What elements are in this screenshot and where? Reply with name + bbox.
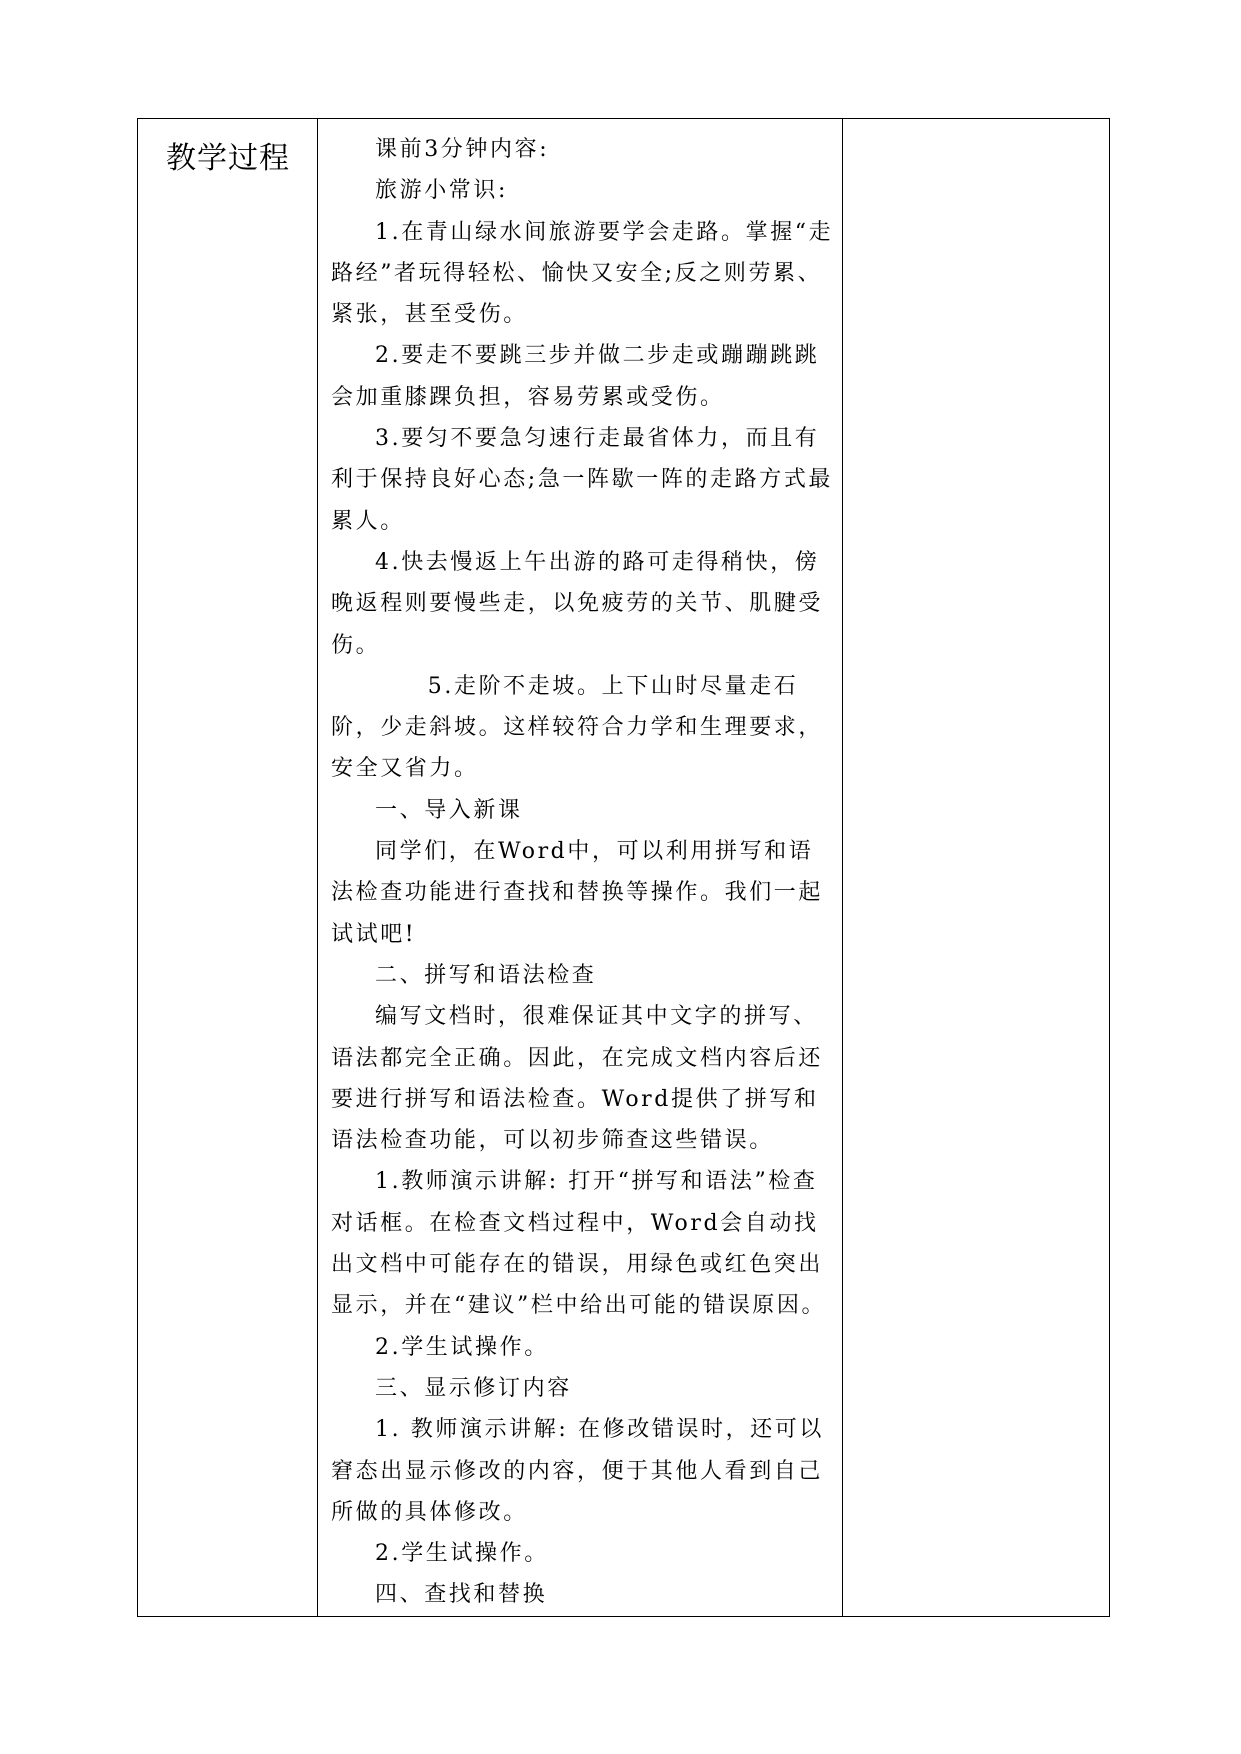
paragraph-tip-3: 3.要匀不要急匀速行走最省体力，而且有利于保持良好心态;急一阵歇一阵的走路方式最累人。 [331,426,834,534]
notes-cell [843,119,1110,1617]
heading-section-4: 四、查找和替换 [375,1582,548,1608]
content-body [318,119,842,1616]
paragraph-intro: 课前3分钟内容: [375,137,550,162]
paragraph-section-2-step-2: 2.学生试操作。 [375,1334,549,1360]
section-label-cell [138,119,318,1617]
heading-section-2: 二、拼写和语法检查 [375,962,597,988]
content-cell [318,119,843,1617]
table-row [138,119,1110,1617]
paragraph-section-3-step-2: 2.学生试操作。 [375,1541,549,1567]
paragraph-tip-1: 1.在青山绿水间旅游要学会走路。掌握“走路经”者玩得轻松、愉快又安全;反之则劳累、紧张，甚至受伤。 [331,219,834,328]
heading-section-1: 一、导入新课 [375,797,523,823]
paragraph-section-3-step-1: 1. 教师演示讲解: 在修改错误时，还可以窘态出显示修改的内容，便于其他人看到自己所做的具体修改。 [331,1417,824,1525]
paragraph-tip-5: 5.走阶不走坡。上下山时尽量走石阶，少走斜坡。这样较符合力学和生理要求，安全又省力。 [331,673,824,782]
paragraph-section-2: 编写文档时，很难保证其中文字的拼写、语法都完全正确。因此，在完成文档内容后还要进行拼写和语法检查。Word提供了拼写和语法检查功能，可以初步筛查这些错误。 [331,1004,824,1154]
paragraph-section-2-step-1: 1.教师演示讲解: 打开“拼写和语法”检查对话框。在检查文档过程中，Word会自动找出文档中可能存在的错误，用绿色或红色突出显示，并在“建议”栏中给出可能的错误原因。 [331,1169,827,1319]
paragraph-tip-4: 4.快去慢返上午出游的路可走得稍快，傍晚返程则要慢些走，以免疲劳的关节、肌腱受伤。 [331,549,824,658]
paragraph-section-1: 同学们，在Word中，可以利用拼写和语法检查功能进行查找和替换等操作。我们一起试试吧! [331,839,824,947]
heading-section-3: 三、显示修订内容 [375,1375,572,1401]
paragraph-tip-2: 2.要走不要跳三步并做二步走或蹦蹦跳跳会加重膝踝负担，容易劳累或受伤。 [331,343,820,410]
lesson-plan-table [137,118,1110,1617]
section-label: 教学过程 [166,141,290,176]
paragraph-tips-title: 旅游小常识: [375,178,509,204]
